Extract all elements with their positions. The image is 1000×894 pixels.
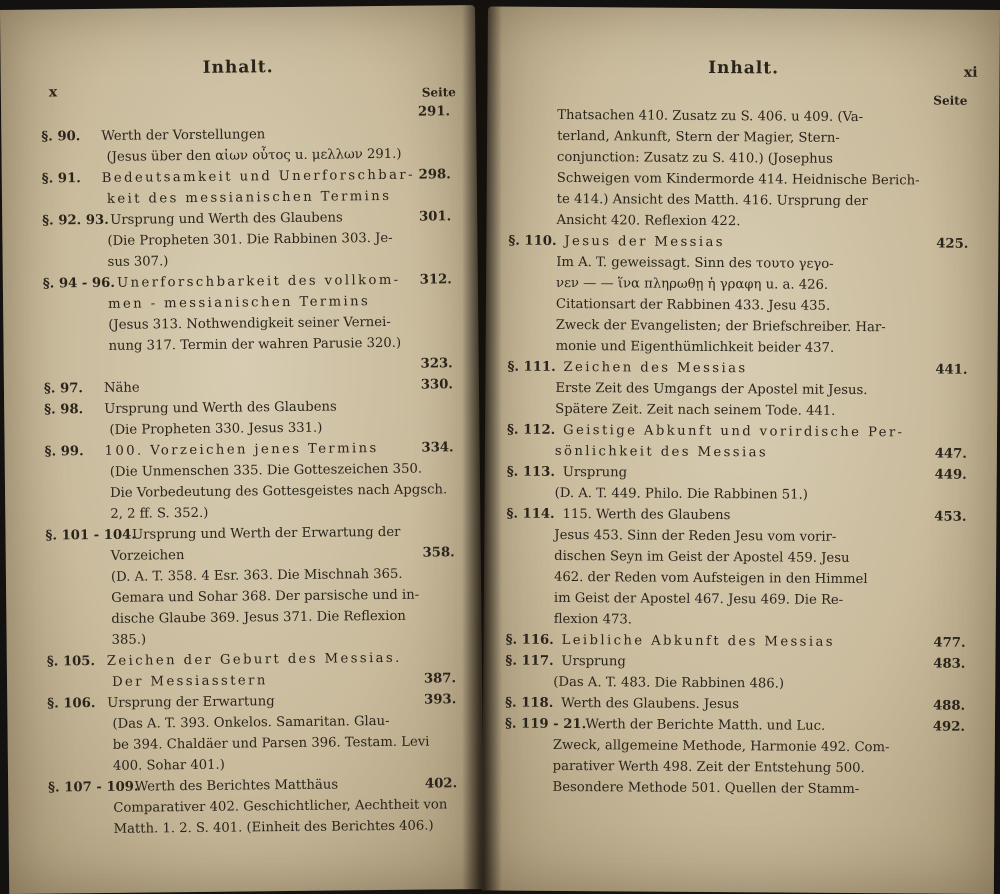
- section-number: §. 107 - 109.: [48, 779, 139, 796]
- entry-detail: 2, 2 ff. S. 352.): [110, 505, 209, 522]
- section-number: §. 113.: [506, 464, 556, 480]
- entry-title: Werth der Berichte Matth. und Luc.: [585, 717, 826, 734]
- section-number: §. 118.: [505, 695, 554, 711]
- entry-detail: flexion 473.: [553, 611, 633, 628]
- right-toc-entries: [482, 104, 999, 801]
- entry-title: Zeichen des Messias: [563, 359, 748, 377]
- section-number: §. 99.: [44, 444, 84, 460]
- right-page-number: xi: [963, 64, 978, 81]
- entry-title: Ursprung: [561, 653, 626, 670]
- page-reference: 447.: [934, 446, 967, 462]
- entry-detail: Die Vorbedeutung des Gottesgeistes nach Apgsch.: [109, 482, 448, 501]
- left-page-number: x: [48, 84, 58, 101]
- entry-title: Ursprung und Werth des Glaubens: [104, 399, 337, 417]
- entry-detail: (D. A. T. 358. 4 Esr. 363. Die Mischnah 365.: [110, 566, 403, 585]
- entry-detail: 462. der Reden vom Aufsteigen in den Himmel: [553, 569, 868, 588]
- section-number: §. 98.: [44, 402, 84, 418]
- section-number: §. 111.: [507, 359, 556, 375]
- entry-title: Werth der Vorstellungen: [101, 127, 266, 144]
- entry-detail: Citationsart der Rabbinen 433. Jesu 435.: [555, 296, 831, 314]
- entry-detail: Matth. 1. 2. S. 401. (Einheit des Berichtes 406.): [113, 818, 434, 837]
- entry-title: Werth des Berichtes Matthäus: [134, 777, 339, 795]
- entry-title: Unerforschbarkeit des vollkom-: [116, 272, 401, 291]
- entry-title: Werth des Glaubens. Jesus: [561, 695, 740, 713]
- page-reference: 402.: [424, 776, 458, 792]
- entry-detail: (Jesus über den αἰων οὗτος u. μελλων 291.): [106, 146, 402, 165]
- page-reference: 477.: [933, 635, 966, 651]
- entry-detail: te 414.) Ansicht des Matth. 416. Ursprung der: [556, 191, 868, 210]
- right-page: [482, 6, 1000, 894]
- entry-detail: Thatsachen 410. Zusatz zu S. 406. u 409. (Va-: [557, 107, 864, 126]
- entry-detail: Besondere Methode 501. Quellen der Stamm-: [552, 779, 860, 798]
- section-number: §. 116.: [505, 632, 554, 648]
- entry-detail: Zweck, allgemeine Methode, Harmonie 492. Com-: [552, 737, 890, 756]
- page-reference: 298.: [418, 167, 451, 183]
- page-reference: 334.: [421, 440, 454, 456]
- entry-detail: Gemara und Sohar 368. Der parsische und in-: [111, 587, 420, 606]
- section-number: §. 91.: [41, 171, 81, 187]
- section-number: §. 105.: [46, 654, 96, 670]
- page-reference: 312.: [419, 272, 452, 288]
- entry-detail: (Das A. T. 483. Die Rabbinen 486.): [553, 674, 785, 692]
- entry-detail: im Geist der Apostel 467. Jesu 469. Die Re-: [553, 590, 844, 608]
- entry-detail: νεν — — ἵνα πληρωθῃ ἡ γραφη u. a. 426.: [556, 275, 829, 293]
- section-number: §. 106.: [47, 696, 96, 712]
- right-running-head: Inhalt.: [708, 57, 780, 79]
- page-reference: 387.: [423, 671, 457, 687]
- entry-detail: (D. A. T. 449. Philo. Die Rabbinen 51.): [554, 485, 808, 503]
- entry-detail: Ansicht 420. Reflexion 422.: [556, 212, 741, 230]
- entry-detail: nung 317. Termin der wahren Parusie 320.): [108, 335, 402, 354]
- page-reference: 393.: [424, 692, 457, 708]
- entry-detail: be 394. Chaldäer und Parsen 396. Testam. Levi: [112, 734, 430, 753]
- section-number: §. 101 - 104.: [45, 527, 136, 544]
- page-reference: 483.: [933, 656, 966, 672]
- entry-title: Nähe: [103, 380, 140, 396]
- page-reference: 323.: [420, 356, 453, 372]
- entry-detail: (Die Unmenschen 335. Die Gotteszeichen 350.: [109, 461, 423, 480]
- entry-title: Geistige Abkunft und vorirdische Per-: [563, 422, 905, 441]
- page-reference: 330.: [420, 377, 454, 393]
- entry-detail: conjunction: Zusatz zu S. 410.) (Josephus: [556, 149, 834, 167]
- left-seite-label: Seite: [421, 85, 456, 100]
- page-reference: 492.: [932, 719, 966, 735]
- page-reference: 358.: [422, 545, 455, 561]
- entry-detail: Erste Zeit des Umgangs der Apostel mit Jesus.: [555, 380, 868, 399]
- right-seite-label: Seite: [933, 93, 968, 108]
- page-reference: 441.: [935, 362, 968, 378]
- section-number: §. 112.: [507, 422, 556, 438]
- left-page: [0, 5, 484, 894]
- entry-detail: (Jesus 313. Nothwendigkeit seiner Vernei-: [108, 314, 391, 333]
- entry-detail: parativer Werth 498. Zeit der Entstehung 500.: [552, 758, 865, 777]
- entry-detail: monie und Eigenthümlichkeit beider 437.: [555, 338, 835, 356]
- left-toc-entries: [1, 101, 484, 841]
- entry-detail: dischen Seyn im Geist der Apostel 459. Jesu: [554, 548, 850, 566]
- section-number: §. 90.: [41, 129, 81, 145]
- section-number: §. 92. 93.: [42, 212, 109, 229]
- entry-title: Ursprung und Werth des Glaubens: [110, 210, 343, 228]
- entry-detail: (Die Propheten 301. Die Rabbinen 303. Je-: [107, 230, 393, 249]
- page-reference: 425.: [936, 236, 969, 252]
- book-gutter: [462, 0, 502, 894]
- entry-detail: men - messianischen Termins: [108, 294, 371, 312]
- page-reference: 291.: [417, 104, 451, 120]
- entry-detail: Der Messiasstern: [111, 673, 268, 690]
- page-reference: 453.: [934, 509, 967, 525]
- entry-title: Leibliche Abkunft des Messias: [561, 632, 835, 650]
- entry-title: Zeichen der Geburt des Messias.: [106, 650, 402, 669]
- section-number: §. 97.: [43, 381, 84, 397]
- entry-title: Ursprung der Erwartung: [107, 694, 275, 711]
- entry-detail: sus 307.): [107, 254, 169, 270]
- left-running-head: Inhalt.: [202, 57, 274, 78]
- entry-detail: Im A. T. geweissagt. Sinn des τουτο γεγο-: [556, 254, 834, 272]
- section-number: §. 94 - 96.: [42, 275, 115, 292]
- section-number: §. 110.: [508, 233, 557, 249]
- entry-detail: Spätere Zeit. Zeit nach seinem Tode. 441.: [555, 401, 836, 419]
- entry-title: 100. Vorzeichen jenes Termins: [104, 441, 379, 459]
- entry-detail: Zweck der Evangelisten; der Briefschreiber. Har-: [555, 317, 886, 336]
- entry-detail: Vorzeichen: [110, 548, 185, 564]
- entry-detail: dische Glaube 369. Jesus 371. Die Reflexion: [111, 608, 406, 627]
- entry-detail: (Die Propheten 330. Jesus 331.): [109, 420, 323, 438]
- toc-line: [482, 776, 994, 801]
- toc-line: [8, 815, 483, 841]
- entry-detail: 385.): [111, 632, 147, 648]
- entry-detail: sönlichkeit des Messias: [554, 443, 769, 461]
- section-number: §. 117.: [505, 653, 554, 669]
- entry-title: Ursprung und Werth der Erwartung der: [132, 524, 401, 543]
- page-reference: 449.: [934, 467, 967, 483]
- entry-title: Jesus der Messias: [564, 233, 725, 251]
- entry-title: 115. Werth des Glaubens: [562, 506, 731, 524]
- entry-detail: (Das A. T. 393. Onkelos. Samaritan. Glau-: [112, 713, 390, 732]
- entry-detail: Schweigen vom Kindermorde 414. Heidnische Berich-: [556, 170, 920, 189]
- page-reference: 301.: [418, 209, 452, 225]
- section-number: §. 114.: [506, 506, 555, 522]
- entry-title: Bedeutsamkeit und Unerforschbar-: [101, 167, 415, 186]
- section-number: §. 119 - 21.: [504, 716, 587, 733]
- entry-detail: Jesus 453. Sinn der Reden Jesu vom vorir-: [554, 527, 837, 545]
- page-reference: 488.: [932, 698, 966, 714]
- entry-title: Ursprung: [562, 464, 628, 481]
- entry-detail: keit des messianischen Termins: [106, 188, 392, 207]
- entry-detail: terland, Ankunft, Stern der Magier, Stern-: [557, 128, 840, 146]
- entry-detail: 400. Sohar 401.): [112, 757, 225, 774]
- entry-detail: Comparativer 402. Geschichtlicher, Aechtheit von: [113, 797, 448, 816]
